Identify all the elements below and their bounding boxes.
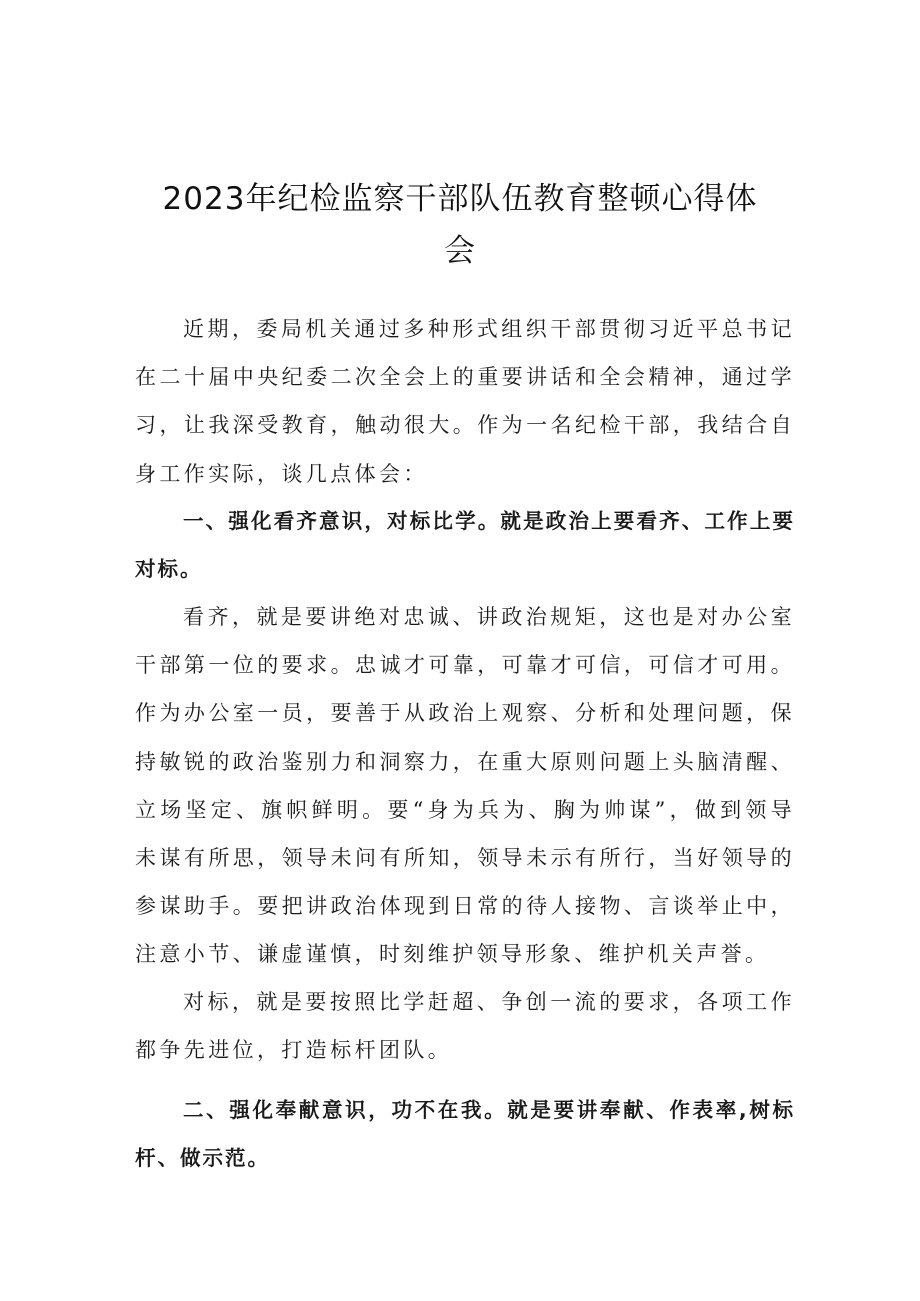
section-heading-1: 一、强化看齐意识，对标比学。就是政治上要看齐、工作上要对标。 bbox=[135, 509, 795, 582]
section-heading-2: 二、强化奉献意识，功不在我。就是要讲奉献、作表率,树标杆、做示范。 bbox=[135, 1098, 795, 1171]
title-line-2: 会 bbox=[444, 232, 476, 269]
intro-paragraph: 近期，委局机关通过多种形式组织干部贯彻习近平总书记在二十届中央纪委二次全会上的重要讲话和全会精神，通过学习，让我深受教育，触动很大。作为一名纪检干部，我结合自身工作实际，谈几点体会： bbox=[135, 317, 795, 486]
body-paragraph-kanqi: 看齐，就是要讲绝对忠诚、讲政治规矩，这也是对办公室干部第一位的要求。忠诚才可靠，可靠才可信，可信才可用。作为办公室一员，要善于从政治上观察、分析和处理问题，保持敏锐的政治鉴别力和洞察力，在重大原则问题上头脑清醒、立场坚定、旗帜鲜明。要“身为兵为、胸为帅谋”，做到领导未谋有所思，领导未问有所知，领导未示有所行，当好领导的参谋助手。要把讲政治体现到日常的待人接物、言谈举止中，注意小节、谦虚谨慎，时刻维护领导形象、维护机关声誉。 bbox=[135, 605, 795, 967]
body-paragraph-duibiao: 对标，就是要按照比学赶超、争创一流的要求，各项工作都争先进位，打造标杆团队。 bbox=[135, 990, 795, 1063]
page-title bbox=[110, 173, 810, 277]
title-line-1: 2023年纪检监察干部队伍教育整顿心得体 bbox=[162, 180, 758, 217]
